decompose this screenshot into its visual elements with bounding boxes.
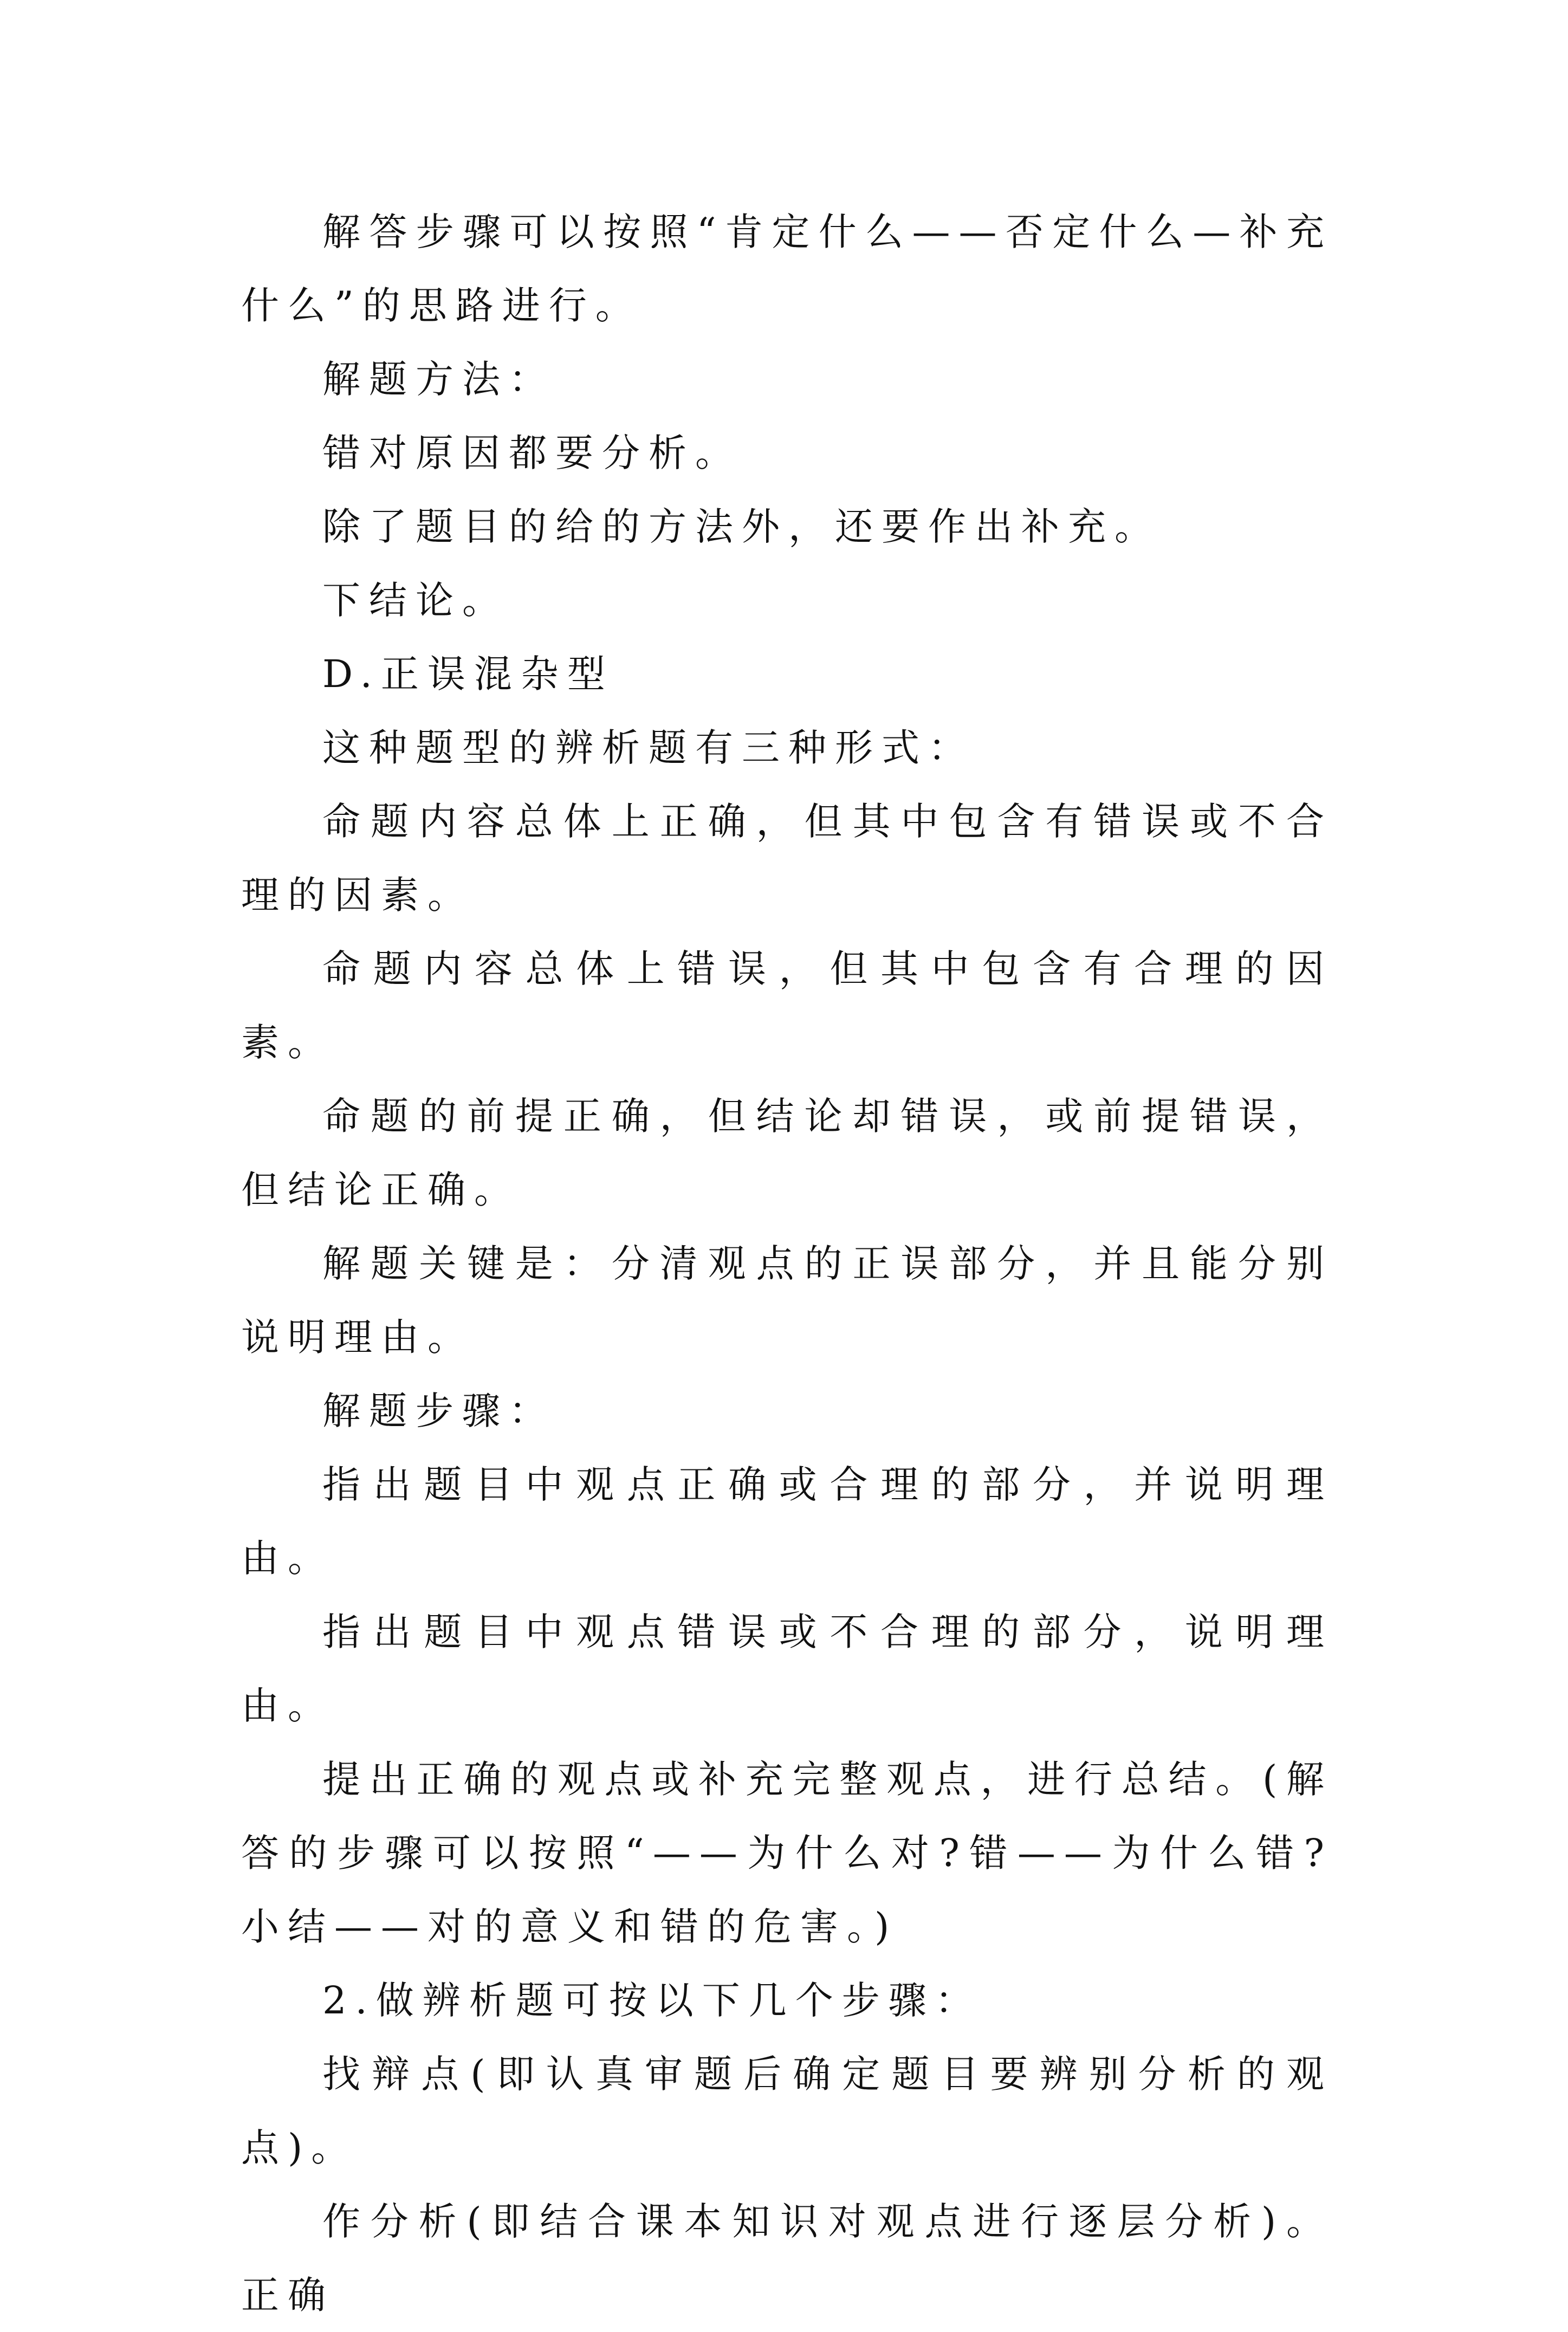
paragraph: 指出题目中观点正确或合理的部分，并说明理由。 bbox=[241, 1462, 1333, 1580]
document-body bbox=[241, 195, 1333, 2332]
paragraph: 命题内容总体上正确，但其中包含有错误或不合理的因素。 bbox=[241, 799, 1333, 917]
section-heading: D.正误混杂型 bbox=[322, 652, 614, 696]
paragraph: 指出题目中观点错误或不合理的部分，说明理由。 bbox=[241, 1610, 1333, 1728]
paragraph: 这种题型的辨析题有三种形式： bbox=[322, 725, 975, 770]
paragraph: 错对原因都要分析。 bbox=[322, 431, 742, 475]
paragraph: 命题内容总体上错误，但其中包含有合理的因素。 bbox=[241, 947, 1333, 1065]
paragraph: 解答步骤可以按照“肯定什么——否定什么—补充什么”的思路进行。 bbox=[241, 210, 1333, 328]
paragraph: 2.做辨析题可按以下几个步骤： bbox=[322, 1978, 982, 2023]
paragraph: 解题方法： bbox=[322, 357, 555, 401]
paragraph: 解题步骤： bbox=[322, 1389, 555, 1433]
paragraph: 解题关键是：分清观点的正误部分，并且能分别说明理由。 bbox=[241, 1241, 1333, 1359]
paragraph: 除了题目的给的方法外，还要作出补充。 bbox=[322, 504, 1161, 549]
paragraph: 命题的前提正确，但结论却错误，或前提错误，但结论正确。 bbox=[241, 1094, 1333, 1212]
paragraph: 作分析(即结合课本知识对观点进行逐层分析)。正确 bbox=[241, 2199, 1333, 2317]
paragraph: 提出正确的观点或补充完整观点，进行总结。(解答的步骤可以按照“——为什么对?错——为什么错?小结——对的意义和错的危害。) bbox=[241, 1757, 1333, 1949]
paragraph: 找辩点(即认真审题后确定题目要辨别分析的观点)。 bbox=[241, 2052, 1333, 2170]
paragraph: 下结论。 bbox=[322, 578, 509, 623]
